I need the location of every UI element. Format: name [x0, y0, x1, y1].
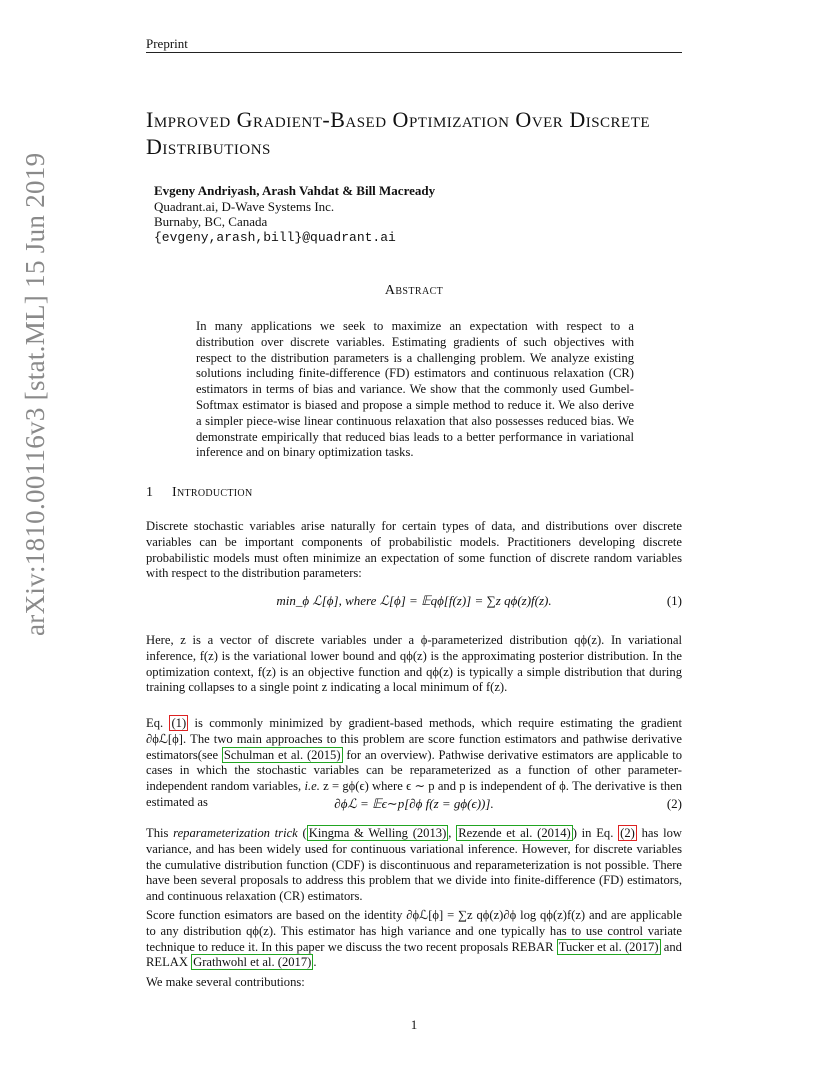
paragraph-4: [146, 826, 682, 905]
p4-emphasis: reparameterization trick: [173, 826, 298, 840]
paragraph-5: [146, 908, 682, 971]
citation-link[interactable]: Rezende et al. (2014): [458, 826, 571, 840]
equation-2: [146, 796, 682, 820]
p5-text-a: Score function esimators are based on the identity ∂ϕℒ[ϕ] = ∑z qϕ(z)∂ϕ log qϕ(z)f(z) and are applicable to any distribution qϕ(z). This estimator has high variance and one typically has to use control variate technique to reduce it. In this paper we discuss the two recent proposals REBAR: [146, 908, 682, 954]
equation-1: [146, 593, 682, 617]
p5-text-c: .: [313, 955, 317, 970]
section-heading: [146, 485, 252, 501]
p4-text-b: (: [302, 826, 307, 840]
running-head: Preprint: [146, 36, 188, 51]
p3-text-c: for an overview). Pathwise derivative estimators are applicable to cases in which the stochastic variables can be reparameterized as a function of other parameter-independent random variables,: [146, 747, 683, 794]
p5-text-b: and RELAX: [146, 939, 682, 970]
equation-2-expression: ∂ϕℒ = 𝔼ϵ∼p[∂ϕ f(z = gϕ(ϵ))].: [334, 796, 494, 811]
p3-ie: i.e.: [304, 779, 320, 794]
author-email: {evgeny,arash,bill}@quadrant.ai: [154, 229, 396, 245]
equation-ref-link[interactable]: (2): [620, 826, 635, 840]
citation-link[interactable]: Schulman et al. (2015): [223, 747, 341, 762]
paper-title: Improved Gradient-Based Optimization Over Discrete Distributions: [146, 107, 651, 159]
citation-link[interactable]: Kingma & Welling (2013): [308, 826, 447, 840]
p4-text-d: ) in Eq.: [572, 826, 614, 840]
section-number: 1: [146, 485, 154, 500]
p4-text-c: ,: [448, 826, 452, 840]
abstract-text: In many applications we seek to maximize an expectation with respect to a distribution over discrete variables. Estimating gradients of such objectives with respect to the distribution parameters is a challenging problem. We analyze existing solutions including finite-difference (FD) estimators and continuous relaxation (CR) estimators in terms of bias and variance. We show that the commonly used Gumbel-Softmax estimator is biased and propose a simple method to reduce it. We also derive a simpler piece-wise linear continuous relaxation that also possesses reduced bias. We demonstrate empirically that reduced bias leads to a better performance in variational inference and on binary optimization tasks.: [196, 319, 634, 460]
abstract-heading: Abstract: [384, 283, 444, 298]
citation-link[interactable]: Tucker et al. (2017): [558, 939, 659, 954]
equation-1-expression: min_ϕ ℒ[ϕ], where ℒ[ϕ] = 𝔼qϕ[f(z)] = ∑z qϕ(z)f(z).: [276, 593, 552, 608]
author-location: Burnaby, BC, Canada: [154, 214, 268, 229]
equation-2-number: (2): [666, 796, 682, 811]
equation-ref-link[interactable]: (1): [171, 716, 187, 730]
p4-text-e: has low variance, and has been widely used for continuous variational inference. However, for discrete variables the cumulative distribution function (CDF) is discontinuous and reparameterization is not possible. There have been several proposals to address this problem that we divide into finite-difference (FD) estimators, and continuous relaxation (CR) estimators.: [146, 826, 683, 904]
p4-text-a: This: [146, 826, 169, 840]
section-title: Introduction: [172, 485, 253, 500]
p3-text-a: Eq.: [146, 716, 164, 730]
citation-link[interactable]: Grathwohl et al. (2017): [193, 955, 312, 970]
p3-text-b: is commonly minimized by gradient-based methods, which require estimating the gradient ∂ϕℒ[ϕ]. The two main approaches to this problem are score function estimators and pathwise derivative estimators(see: [146, 716, 682, 762]
page-number: 1: [410, 1017, 418, 1032]
equation-1-number: (1): [666, 593, 682, 608]
paragraph-1: Discrete stochastic variables arise naturally for certain types of data, and distributions over discrete variables can be important components of probabilistic models. Practitioners developing discrete probabilistic models must often minimize an expectation of some function of discrete random variables with respect to the distribution parameters:: [146, 519, 682, 581]
arxiv-side-stamp: arXiv:1810.00116v3 [stat.ML] 15 Jun 2019: [20, 152, 50, 636]
header-rule: [146, 52, 682, 53]
author-block: [154, 183, 435, 245]
author-names: Evgeny Andriyash, Arash Vahdat & Bill Macready: [154, 183, 436, 198]
author-affiliation: Quadrant.ai, D-Wave Systems Inc.: [154, 198, 335, 214]
p3-text-d: z = gϕ(ϵ) where ϵ ∼ p and p is independent of ϕ. The derivative is then estimated as: [146, 779, 682, 809]
paragraph-6: We make several contributions:: [146, 975, 305, 989]
paragraph-2: Here, z is a vector of discrete variables under a ϕ-parameterized distribution qϕ(z). In variational inference, f(z) is the variational lower bound and qϕ(z) is the approximating posterior distribution. In the optimization context, f(z) is an objective function and qϕ(z) is typically a simple distribution that during training collapses to a single point z indicating a local minimum of f(z).: [146, 633, 682, 695]
